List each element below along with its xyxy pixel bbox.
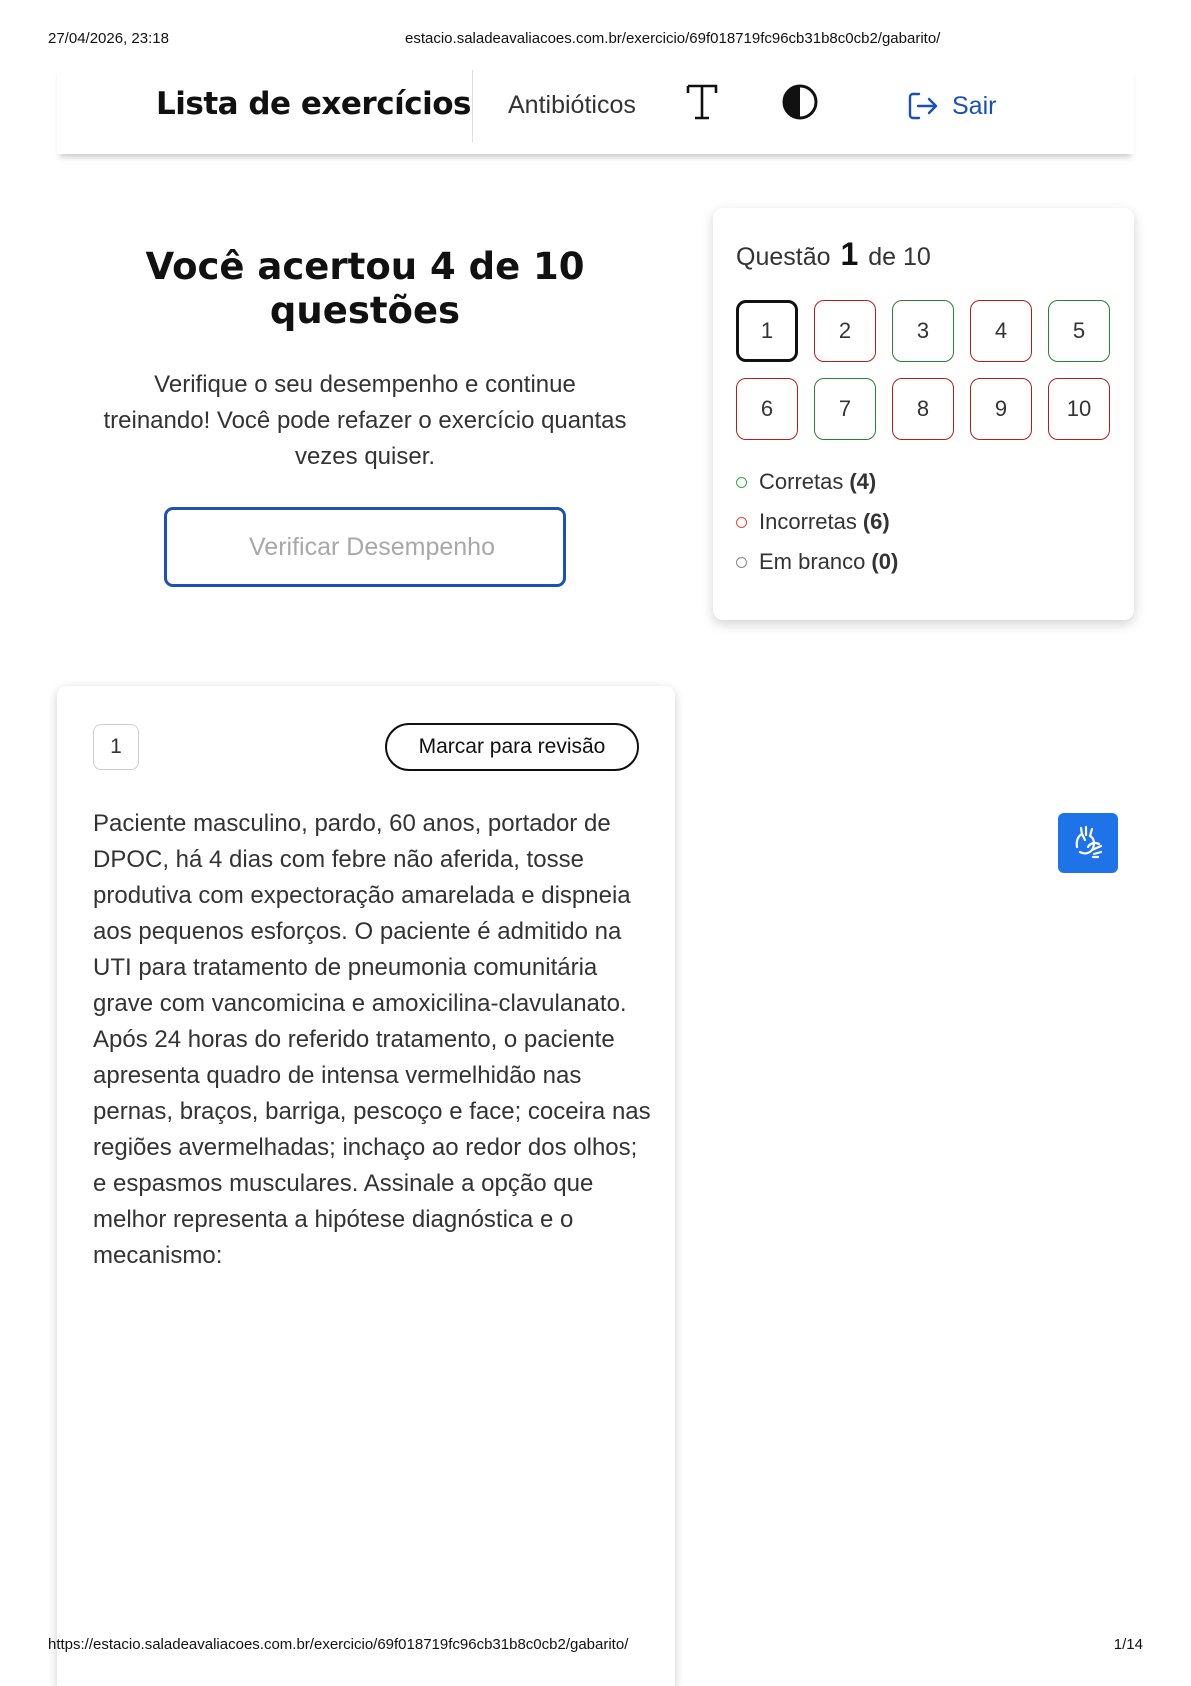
question-button-7[interactable]: 7 [814, 378, 876, 440]
result-summary [100, 245, 630, 475]
status-legend [736, 462, 898, 582]
counter-prefix: Questão [736, 243, 831, 271]
question-button-1[interactable]: 1 [736, 300, 798, 362]
question-number-badge: 1 [93, 724, 139, 770]
legend-blank-count: (0) [871, 549, 899, 574]
sign-language-button[interactable] [1058, 813, 1118, 873]
incorrect-dot-icon [736, 517, 747, 528]
legend-correct-count: (4) [849, 469, 877, 494]
legend-incorrect [736, 502, 898, 542]
contrast-icon[interactable] [780, 82, 820, 122]
logout-label: Sair [952, 91, 997, 120]
legend-incorrect-count: (6) [862, 509, 890, 534]
mark-for-review-button[interactable]: Marcar para revisão [385, 723, 639, 771]
legend-incorrect-label: Incorretas [759, 509, 857, 534]
question-card [57, 686, 675, 1686]
question-button-3[interactable]: 3 [892, 300, 954, 362]
question-button-4[interactable]: 4 [970, 300, 1032, 362]
top-bar [57, 66, 1134, 154]
page-title: Lista de exercícios [156, 86, 471, 122]
blank-dot-icon [736, 557, 747, 568]
result-message: Verifique o seu desempenho e continue treinando! Você pode refazer o exercício quantas vezes quiser. [103, 371, 627, 470]
logout-button[interactable] [906, 86, 996, 126]
result-headline: Você acertou 4 de 10 questões [145, 245, 585, 332]
question-counter [736, 236, 931, 273]
legend-blank-label: Em branco [759, 549, 866, 574]
question-button-2[interactable]: 2 [814, 300, 876, 362]
question-button-5[interactable]: 5 [1048, 300, 1110, 362]
correct-dot-icon [736, 477, 747, 488]
legend-correct [736, 462, 898, 502]
question-button-10[interactable]: 10 [1048, 378, 1110, 440]
question-button-9[interactable]: 9 [970, 378, 1032, 440]
current-question-number: 1 [840, 236, 859, 272]
question-navigator [713, 208, 1134, 620]
print-datetime: 27/04/2026, 23:18 [48, 30, 169, 47]
legend-blank [736, 542, 898, 582]
sign-language-icon [1068, 823, 1108, 863]
print-header-url: estacio.saladeavaliacoes.com.br/exercicio/69f018719fc96cb31b8c0cb2/gabarito/ [405, 30, 941, 47]
font-size-icon[interactable] [682, 80, 722, 124]
verify-performance-button[interactable]: Verificar Desempenho [164, 507, 566, 587]
legend-correct-label: Corretas [759, 469, 844, 494]
counter-suffix: de 10 [868, 243, 931, 271]
header-divider [472, 70, 473, 142]
question-statement: Paciente masculino, pardo, 60 anos, portador de DPOC, há 4 dias com febre não aferida, tosse produtiva com expectoração amarelada e dispneia aos pequenos esforços. O paciente é admitido na UTI para tratamento de pneumonia comunitária grave com vancomicina e amoxicilina-clavulanato. Após 24 horas do referido tratamento, o paciente apresenta quadro de intensa vermelhidão nas pernas, braços, barriga, pescoço e face; coceira nas regiões avermelhadas; inchaço ao redor dos olhos; e espasmos musculares. Assinale a opção que melhor representa a hipótese diagnóstica e o mecanismo: [93, 810, 651, 1269]
print-footer-url: https://estacio.saladeavaliacoes.com.br/exercicio/69f018719fc96cb31b8c0cb2/gabarito/ [48, 1636, 629, 1653]
question-grid [736, 300, 1110, 440]
logout-icon [906, 89, 940, 123]
subject-label: Antibióticos [508, 91, 636, 119]
page-indicator: 1/14 [1113, 1636, 1143, 1653]
question-button-8[interactable]: 8 [892, 378, 954, 440]
question-button-6[interactable]: 6 [736, 378, 798, 440]
